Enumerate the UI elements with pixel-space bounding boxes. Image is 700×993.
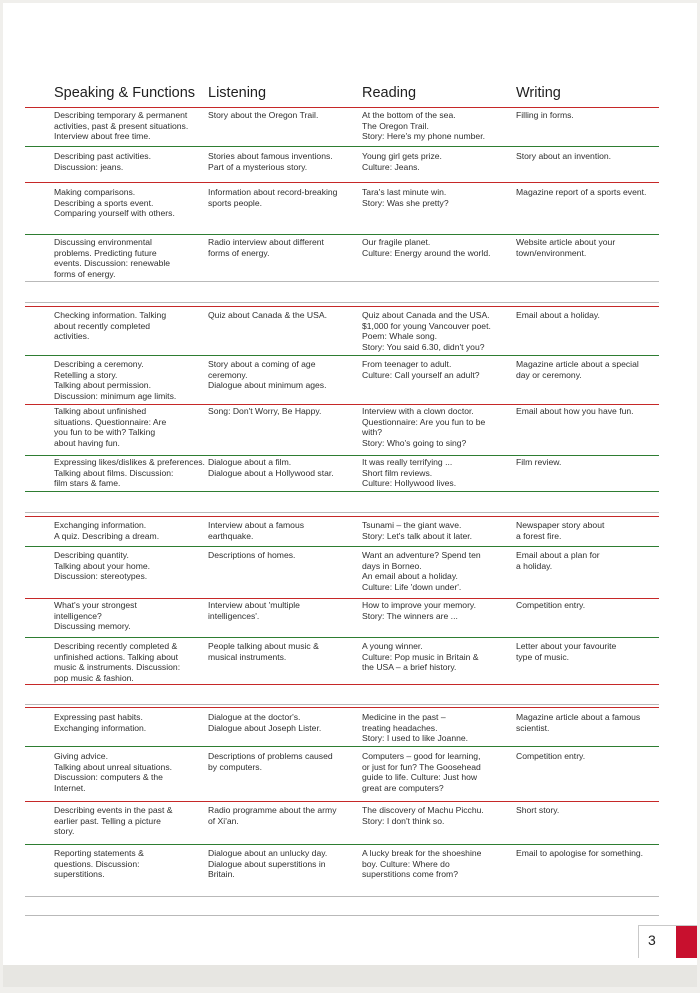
speaking-cell: Describing past activities. Discussion: jeans. — [54, 151, 151, 172]
writing-cell: Short story. — [516, 805, 560, 815]
reading-cell: It was really terrifying ... Short film reviews. Culture: Hollywood lives. — [362, 457, 457, 489]
section-divider — [25, 302, 659, 303]
speaking-cell: Describing a ceremony. Retelling a story. Talking about permission. Discussion: minimum age limits. — [54, 359, 177, 401]
listening-cell: Dialogue about a film. Dialogue about a Hollywood star. — [208, 457, 334, 478]
speaking-cell: Describing quantity. Talking about your home. Discussion: stereotypes. — [54, 550, 151, 582]
reading-cell: Quiz about Canada and the USA. $1,000 for young Vancouver poet. Poem: Whale song. Story: You said 6.30, didn't you? — [362, 310, 491, 352]
table-row — [25, 107, 659, 146]
reading-cell: Young girl gets prize. Culture: Jeans. — [362, 151, 442, 172]
listening-cell: People talking about music & musical instruments. — [208, 641, 319, 662]
writing-cell: Competition entry. — [516, 600, 586, 610]
table-row — [25, 404, 659, 455]
listening-cell: Dialogue about an unlucky day. Dialogue about superstitions in Britain. — [208, 848, 328, 880]
listening-cell: Song: Don't Worry, Be Happy. — [208, 406, 322, 416]
column-header-writing: Writing — [516, 85, 561, 101]
table-row — [25, 844, 659, 885]
reading-cell: A young winner. Culture: Pop music in Britain & the USA – a brief history. — [362, 641, 479, 673]
table-row — [25, 234, 659, 283]
table-row — [25, 801, 659, 844]
unit-section — [25, 516, 659, 688]
writing-cell: Email about a plan for a holiday. — [516, 550, 600, 571]
table-row — [25, 546, 659, 598]
unit-section — [25, 707, 659, 885]
listening-cell: Descriptions of homes. — [208, 550, 296, 560]
listening-cell: Story about the Oregon Trail. — [208, 110, 319, 120]
reading-cell: At the bottom of the sea. The Oregon Trail. Story: Here's my phone number. — [362, 110, 485, 142]
table-row — [25, 306, 659, 355]
page-bottom-band — [3, 965, 697, 987]
listening-cell: Radio programme about the army of Xi'an. — [208, 805, 337, 826]
table-row — [25, 146, 659, 182]
unit-section — [25, 306, 659, 495]
writing-cell: Magazine article about a special day or ceremony. — [516, 359, 639, 380]
section-divider — [25, 915, 659, 916]
writing-cell: Magazine report of a sports event. — [516, 187, 647, 197]
writing-cell: Letter about your favourite type of music. — [516, 641, 617, 662]
unit-section — [25, 107, 659, 283]
table-row — [25, 707, 659, 746]
writing-cell: Email to apologise for something. — [516, 848, 644, 858]
speaking-cell: Giving advice. Talking about unreal situations. Discussion: computers & the Internet. — [54, 751, 172, 793]
speaking-cell: Reporting statements & questions. Discussion: superstitions. — [54, 848, 144, 880]
listening-cell: Descriptions of problems caused by computers. — [208, 751, 333, 772]
section-divider — [25, 512, 659, 513]
listening-cell: Information about record-breaking sports people. — [208, 187, 338, 208]
table-row — [25, 355, 659, 404]
speaking-cell: Checking information. Talking about recently completed activities. — [54, 310, 167, 342]
column-header-speaking: Speaking & Functions — [54, 85, 196, 101]
page-tab-accent — [676, 926, 697, 958]
listening-cell: Stories about famous inventions. Part of a mysterious story. — [208, 151, 333, 172]
page-number: 3 — [648, 932, 656, 948]
writing-cell: Story about an invention. — [516, 151, 612, 161]
column-header-reading: Reading — [362, 85, 417, 101]
section-divider — [25, 704, 659, 705]
table-row — [25, 182, 659, 234]
section-divider — [25, 896, 659, 897]
writing-cell: Filling in forms. — [516, 110, 574, 120]
contents-page — [3, 3, 697, 987]
speaking-cell: What's your strongest intelligence? Discussing memory. — [54, 600, 137, 632]
writing-cell: Email about how you have fun. — [516, 406, 634, 416]
speaking-cell: Discussing environmental problems. Predicting future events. Discussion: renewable forms of energy. — [54, 237, 171, 279]
reading-cell: A lucky break for the shoeshine boy. Culture: Where do superstitions come from? — [362, 848, 482, 880]
reading-cell: Our fragile planet. Culture: Energy around the world. — [362, 237, 491, 258]
speaking-cell: Talking about unfinished situations. Questionnaire: Are you fun to be with? Talking about having fun. — [54, 406, 167, 448]
reading-cell: How to improve your memory. Story: The winners are ... — [362, 600, 476, 621]
listening-cell: Quiz about Canada & the USA. — [208, 310, 327, 320]
reading-cell: Interview with a clown doctor. Questionnaire: Are you fun to be with? Story: Who's going to sing? — [362, 406, 486, 448]
listening-cell: Story about a coming of age ceremony. Dialogue about minimum ages. — [208, 359, 327, 391]
speaking-cell: Expressing likes/dislikes & preferences. Talking about films. Discussion: film stars & fame. — [54, 457, 205, 489]
table-row — [25, 746, 659, 801]
listening-cell: Interview about a famous earthquake. — [208, 520, 305, 541]
speaking-cell: Making comparisons. Describing a sports event. Comparing yourself with others. — [54, 187, 175, 219]
writing-cell: Newspaper story about a forest fire. — [516, 520, 605, 541]
column-header-listening: Listening — [208, 85, 267, 101]
speaking-cell: Expressing past habits. Exchanging information. — [54, 712, 147, 733]
reading-cell: The discovery of Machu Picchu. Story: I don't think so. — [362, 805, 484, 826]
writing-cell: Magazine article about a famous scientist. — [516, 712, 641, 733]
listening-cell: Interview about 'multiple intelligences'. — [208, 600, 300, 621]
section-divider — [25, 491, 659, 492]
table-row — [25, 516, 659, 546]
writing-cell: Film review. — [516, 457, 562, 467]
section-divider — [25, 684, 659, 685]
reading-cell: Tsunami – the giant wave. Story: Let's talk about it later. — [362, 520, 473, 541]
reading-cell: Computers – good for learning, or just for fun? The Goosehead guide to life. Culture: Just how great are computers? — [362, 751, 481, 793]
writing-cell: Email about a holiday. — [516, 310, 600, 320]
reading-cell: Want an adventure? Spend ten days in Borneo. An email about a holiday. Culture: Life 'down under'. — [362, 550, 481, 592]
writing-cell: Competition entry. — [516, 751, 586, 761]
page-number-tab — [638, 925, 697, 958]
reading-cell: Tara's last minute win. Story: Was she pretty? — [362, 187, 449, 208]
listening-cell: Dialogue at the doctor's. Dialogue about Joseph Lister. — [208, 712, 322, 733]
writing-cell: Website article about your town/environment. — [516, 237, 616, 258]
table-row — [25, 637, 659, 688]
reading-cell: Medicine in the past – treating headaches. Story: I used to like Joanne. — [362, 712, 469, 744]
speaking-cell: Describing recently completed & unfinished actions. Talking about music & instruments. Discussion: pop music & fashion. — [54, 641, 181, 683]
reading-cell: From teenager to adult. Culture: Call yourself an adult? — [362, 359, 480, 380]
listening-cell: Radio interview about different forms of energy. — [208, 237, 324, 258]
table-row — [25, 598, 659, 637]
speaking-cell: Describing events in the past & earlier past. Telling a picture story. — [54, 805, 173, 837]
speaking-cell: Describing temporary & permanent activities, past & present situations. Interview about free time. — [54, 110, 189, 142]
speaking-cell: Exchanging information. A quiz. Describing a dream. — [54, 520, 160, 541]
section-divider — [25, 281, 659, 282]
table-row — [25, 455, 659, 495]
